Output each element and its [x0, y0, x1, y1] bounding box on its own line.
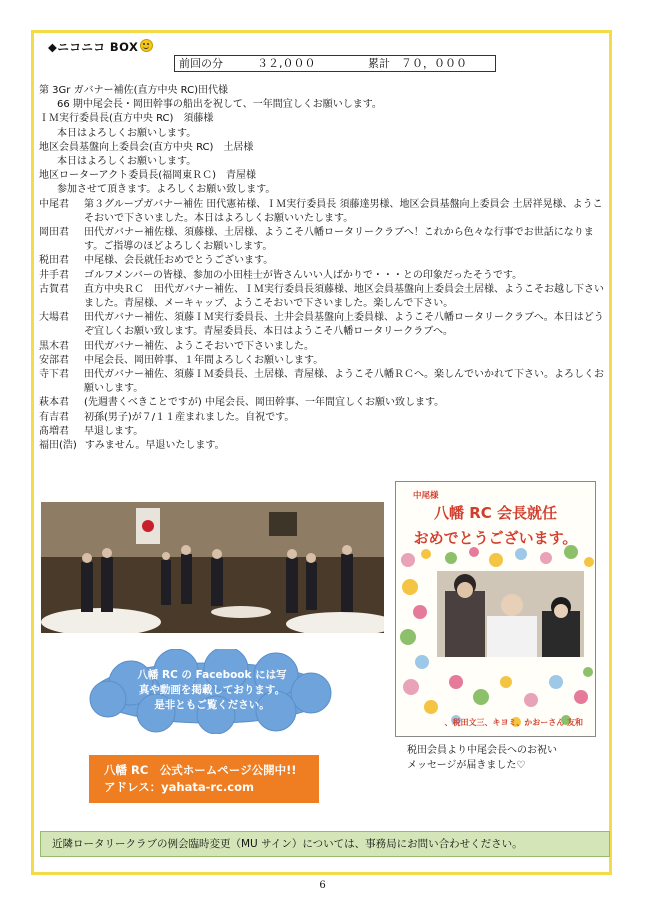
family-photo-illustration [437, 571, 584, 657]
message-row [39, 340, 611, 354]
message-row [39, 439, 611, 453]
meeting-change-notice: 近隣ロータリークラブの例会臨時変更（MU サイン）については、事務局にお問い合わせください。 [40, 831, 610, 857]
facebook-line-2: 真や動画を掲載しております。 [138, 684, 286, 696]
message-sender: 黒木君 [39, 340, 69, 352]
card-signature: 、税田文三、キヨミ、かおーさん 友和 [444, 718, 583, 727]
message-sender: ＩＭ実行委員長(直方中央 RC) 須藤様 [39, 113, 214, 125]
message-row [39, 226, 611, 254]
message-text: 参加させて頂きます。よろしくお願い致します。 [57, 184, 276, 196]
facebook-line-3: 是非ともご覧ください。 [154, 699, 270, 711]
message-sender: 井手君 [39, 269, 69, 281]
message-text: 第３グループガバナー補佐 田代憲祐様、ＩＭ実行委員長 須藤達男様、地区会員基盤向上委員会 土居祥晃様、ようこそおいで下さいました。本日はよろしくお願いいたします。 [84, 198, 603, 224]
message-row [39, 254, 611, 268]
message-text: ゴルフメンバーの皆様、参加の小田桂士が皆さんいい人ばかりで・・・との印象だったそうです。 [84, 269, 523, 281]
message-text: 田代ガバナー補佐、ようこそおいで下さいました。 [84, 340, 314, 352]
message-row [39, 311, 611, 339]
message-text: 直方中央ＲＣ 田代ガバナー補佐、ＩＭ実行委員長須藤様、地区会員基盤向上委員会土居様、ようこそお越し下さいました。青屋様、メーキャップ、ようこそおいで下さいました。楽しんで下さい。 [84, 283, 604, 310]
meeting-photo-illustration [41, 502, 384, 633]
message-text: 初孫(男子)が７/１１産まれました。自祝です。 [84, 411, 295, 423]
message-sender: 地区ローターアクト委員長(福岡東ＲＣ) 青屋様 [39, 170, 257, 182]
prev-label: 前回の分 [179, 57, 223, 70]
message-text: すみません。早退いたします。 [84, 440, 225, 452]
message-row [39, 198, 611, 226]
card-caption [407, 743, 607, 773]
meeting-photo [41, 502, 384, 633]
message-sender: 地区会員基盤向上委員会(直方中央 RC) 土居様 [39, 141, 254, 153]
message-sender: 安部君 [39, 354, 69, 366]
page-number: 6 [319, 880, 326, 891]
message-row [39, 396, 611, 410]
homepage-line-1: 八幡 RC 公式ホームページ公開中!! [104, 763, 297, 777]
message-text: 早退します。 [84, 425, 144, 437]
message-text: 中尾様、会長就任おめでとうございます。 [84, 255, 274, 267]
message-text: 田代ガバナー補佐、須藤ＩＭ実行委員長、土井会員基盤向上委員様、ようこそ八幡ロータリークラブへ。本日はどうぞ宜しくお願い致します。青屋委員長、本日はようこそ八幡ロータリークラブへ。 [84, 312, 604, 338]
message-sender: 福田(浩) [39, 440, 77, 452]
congratulation-card [395, 481, 596, 737]
message-sender: 寺下君 [39, 369, 69, 381]
message-row [39, 425, 611, 439]
message-sender: 岡田君 [39, 227, 69, 239]
message-text: 66 期中尾会長・岡田幹事の船出を祝して、一年間宜しくお願いします。 [57, 99, 382, 111]
caption-line-1: 税田会員より中尾会長へのお祝い [407, 745, 557, 756]
message-row [39, 354, 611, 368]
message-text: 本日はよろしくお願いします。 [57, 156, 197, 168]
card-addressee: 中尾様 [413, 491, 439, 501]
caption-line-2: メッセージが届きました♡ [407, 760, 526, 771]
message-sender: 税田君 [39, 255, 69, 267]
message-list [39, 84, 611, 453]
facebook-line-1: 八幡 RC の Facebook には写 [137, 669, 287, 681]
message-text: 中尾会長、岡田幹事、１年間よろしくお願いします。 [84, 354, 324, 366]
family-photo [437, 571, 584, 657]
totals-box [174, 55, 496, 72]
homepage-address: アドレス：yahata-rc.com [104, 780, 254, 794]
homepage-banner [89, 755, 319, 803]
message-sender: 萩本君 [39, 397, 69, 409]
message-row [39, 368, 611, 396]
message-sender: 中尾君 [39, 198, 69, 210]
nikoniko-box-title [48, 39, 153, 55]
message-sender: 有吉君 [39, 411, 69, 423]
total-value: ７０，０００ [401, 57, 467, 70]
message-row [39, 411, 611, 425]
message-text: 田代ガバナー補佐、須藤ＩＭ委員長、土居様、青屋様、ようこそ八幡ＲＣへ。楽しんでいかれて下さい。よろしくお願いします。 [84, 369, 604, 395]
message-text: 田代ガバナー補佐様、須藤様、土居様、ようこそ八幡ロータリークラブへ！これから色々な行事でお世話になります。ご指導のほどよろしくお願いします。 [84, 227, 594, 253]
message-sender: 髙増君 [39, 425, 69, 437]
message-row [39, 269, 611, 283]
message-text: 本日はよろしくお願いします。 [57, 127, 197, 139]
total-label: 累計 [368, 57, 390, 70]
message-row [39, 283, 611, 311]
message-sender: 大場君 [39, 312, 69, 324]
card-title-2: おめでとうございます。 [413, 529, 578, 547]
facebook-notice [94, 668, 330, 713]
card-title-1: 八幡 RC 会長就任 [433, 504, 557, 522]
prev-value: ３２,０００ [257, 57, 316, 70]
message-text: (先週書くべきことですが) 中尾会長、岡田幹事、一年間宜しくお願い致します。 [84, 397, 445, 409]
box-title-text: ◆ニコニコ BOX [48, 40, 139, 54]
smiley-icon [140, 39, 153, 52]
message-sender: 第 3Gr ガバナー補佐(直方中央 RC)田代様 [39, 85, 228, 96]
message-sender: 古賀君 [39, 283, 69, 295]
